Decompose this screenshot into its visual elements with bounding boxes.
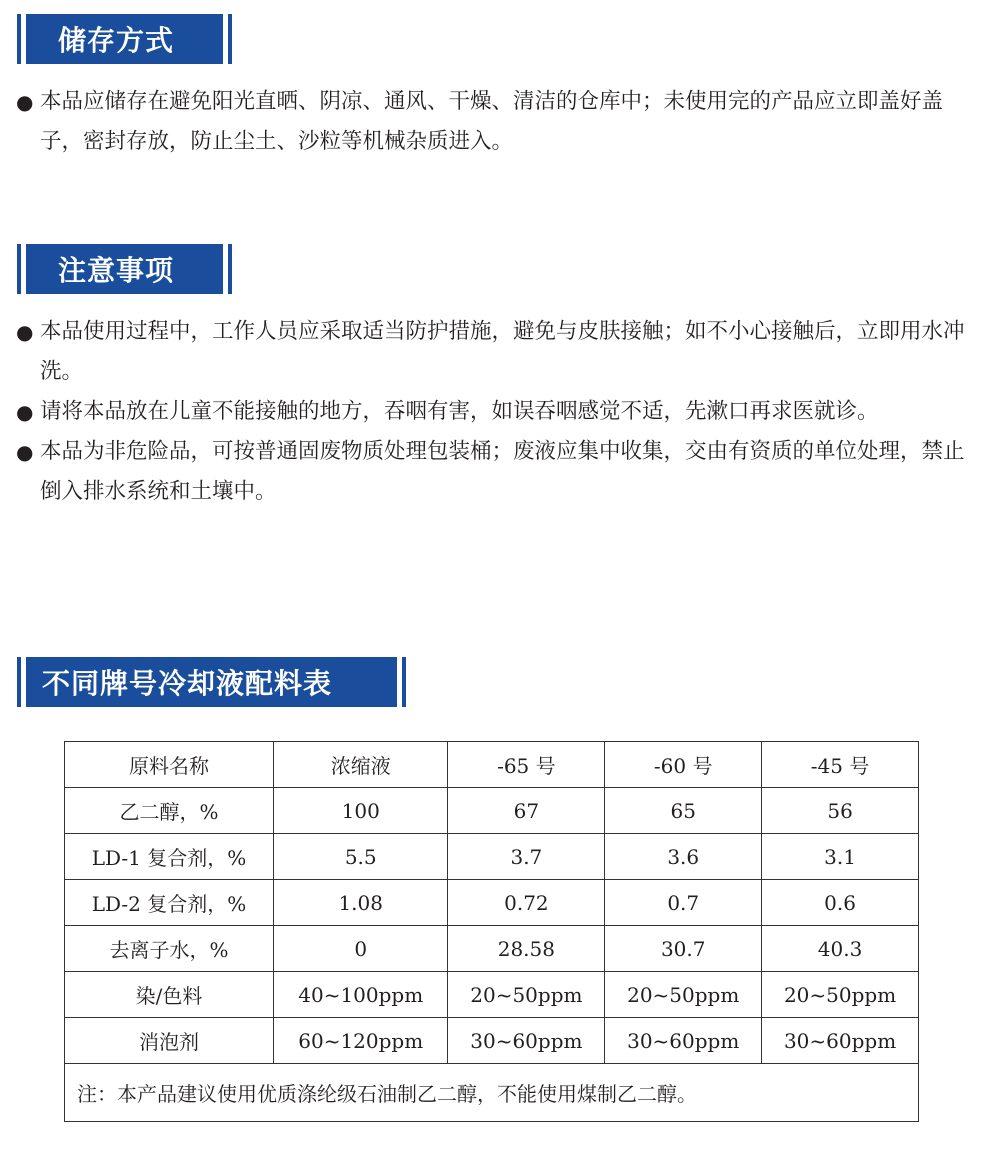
header-cell: -45 号 — [762, 742, 919, 788]
table-cell: 65 — [605, 788, 762, 834]
notes-text-2: 请将本品放在儿童不能接触的地方，吞咽有害，如误吞咽感觉不适，先漱口再求医就诊。 — [40, 399, 879, 424]
table-cell: 1.08 — [274, 880, 448, 926]
header-accent-bar — [17, 14, 21, 64]
table-cell: LD-1 复合剂，% — [65, 834, 274, 880]
header-cell: 原料名称 — [65, 742, 274, 788]
table-cell: 40.3 — [762, 926, 919, 972]
storage-title: 储存方式 — [26, 14, 223, 64]
table-cell: LD-2 复合剂，% — [65, 880, 274, 926]
table-cell: 5.5 — [274, 834, 448, 880]
table-cell: 染/色料 — [65, 972, 274, 1018]
table-cell: 28.58 — [448, 926, 605, 972]
table-cell: 0.72 — [448, 880, 605, 926]
header-cell: -60 号 — [605, 742, 762, 788]
table-header-row — [65, 742, 919, 788]
storage-paragraphs — [16, 82, 982, 162]
notes-text-3: 本品为非危险品，可按普通固废物质处理包装桶；废液应集中收集，交由有资质的单位处理，禁止倒入排水系统和土壤中。 — [40, 439, 965, 504]
table-cell: 60~120ppm — [274, 1018, 448, 1064]
table-cell: 30.7 — [605, 926, 762, 972]
table-row — [65, 880, 919, 926]
table-cell: 30~60ppm — [448, 1018, 605, 1064]
table-cell: 20~50ppm — [448, 972, 605, 1018]
table-cell: 20~50ppm — [605, 972, 762, 1018]
table-row — [65, 1018, 919, 1064]
table-cell: 0.6 — [762, 880, 919, 926]
bullet-item — [16, 312, 982, 392]
table-cell: 30~60ppm — [762, 1018, 919, 1064]
storage-text: 本品应储存在避免阳光直晒、阴凉、通风、干燥、清洁的仓库中；未使用完的产品应立即盖好盖子，密封存放，防止尘土、沙粒等机械杂质进入。 — [40, 89, 944, 154]
bullet-item — [16, 392, 982, 432]
bullet-item — [16, 82, 982, 162]
bullet-icon: ● — [16, 320, 34, 344]
table-cell: 0 — [274, 926, 448, 972]
table-cell: 67 — [448, 788, 605, 834]
bullet-item — [16, 432, 982, 512]
header-accent-bar — [17, 657, 21, 707]
notes-section-header — [17, 244, 232, 294]
table-row — [65, 788, 919, 834]
table-cell: 消泡剂 — [65, 1018, 274, 1064]
table-cell: 乙二醇，% — [65, 788, 274, 834]
bullet-icon: ● — [16, 400, 34, 424]
bullet-icon: ● — [16, 90, 34, 114]
header-accent-bar — [402, 657, 406, 707]
notes-text-1: 本品使用过程中，工作人员应采取适当防护措施，避免与皮肤接触；如不小心接触后，立即用水冲洗。 — [40, 319, 965, 384]
table-footnote-row — [65, 1064, 919, 1122]
bullet-icon: ● — [16, 440, 34, 464]
table-row — [65, 834, 919, 880]
header-accent-bar — [228, 244, 232, 294]
header-cell: 浓缩液 — [274, 742, 448, 788]
table-cell: 30~60ppm — [605, 1018, 762, 1064]
notes-title: 注意事项 — [26, 244, 223, 294]
header-accent-bar — [17, 244, 21, 294]
table-cell: 56 — [762, 788, 919, 834]
table-cell: 3.1 — [762, 834, 919, 880]
table-cell: 20~50ppm — [762, 972, 919, 1018]
table-cell: 0.7 — [605, 880, 762, 926]
notes-paragraphs — [16, 312, 982, 512]
coolant-recipe-table — [64, 741, 919, 1122]
table-section-header — [17, 657, 406, 707]
table-footnote: 注：本产品建议使用优质涤纶级石油制乙二醇，不能使用煤制乙二醇。 — [65, 1064, 919, 1122]
storage-section-header — [17, 14, 232, 64]
table-cell: 去离子水，% — [65, 926, 274, 972]
table-title: 不同牌号冷却液配料表 — [26, 657, 397, 707]
header-cell: -65 号 — [448, 742, 605, 788]
table-cell: 40~100ppm — [274, 972, 448, 1018]
table-row — [65, 926, 919, 972]
table-cell: 3.6 — [605, 834, 762, 880]
header-accent-bar — [228, 14, 232, 64]
table-cell: 3.7 — [448, 834, 605, 880]
table-cell: 100 — [274, 788, 448, 834]
table-row — [65, 972, 919, 1018]
